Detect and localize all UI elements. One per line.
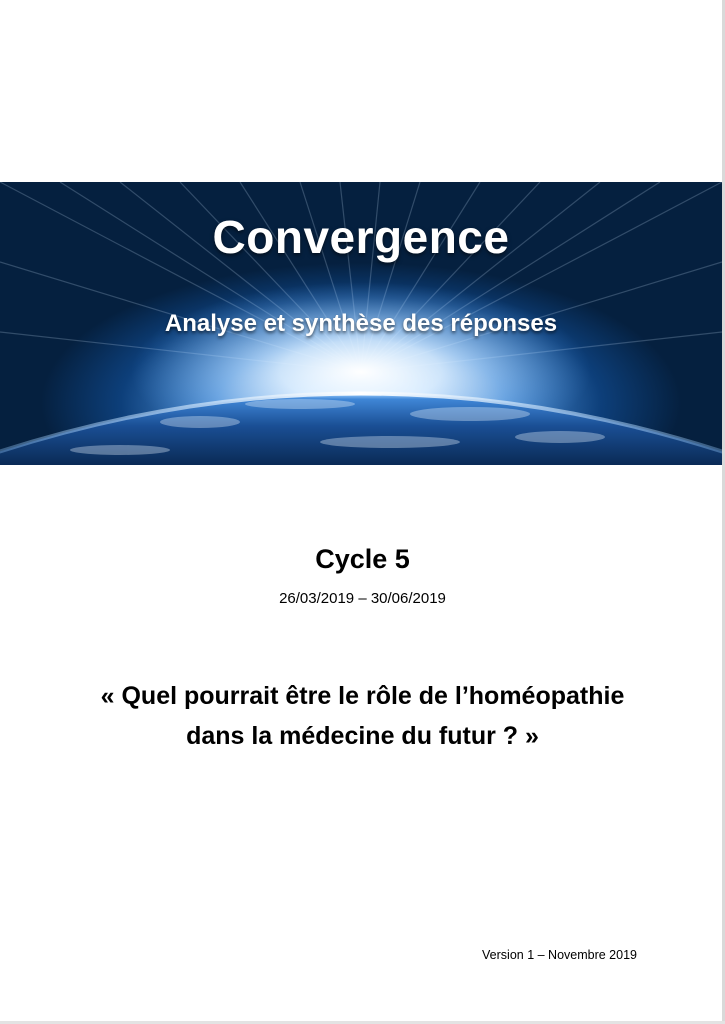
question-line-2: dans la médecine du futur ? » [186, 722, 539, 750]
cycle-question [0, 676, 725, 756]
cover-subtitle: Analyse et synthèse des réponses [164, 310, 558, 337]
cover-banner-image [0, 182, 722, 465]
cover-title: Convergence [212, 211, 510, 263]
cycle-date-range: 26/03/2019 – 30/06/2019 [279, 590, 446, 607]
version-label: Version 1 – Novembre 2019 [482, 948, 637, 962]
cycle-heading: Cycle 5 [315, 544, 410, 574]
question-line-1: « Quel pourrait être le rôle de l’homéopathie [100, 682, 625, 710]
